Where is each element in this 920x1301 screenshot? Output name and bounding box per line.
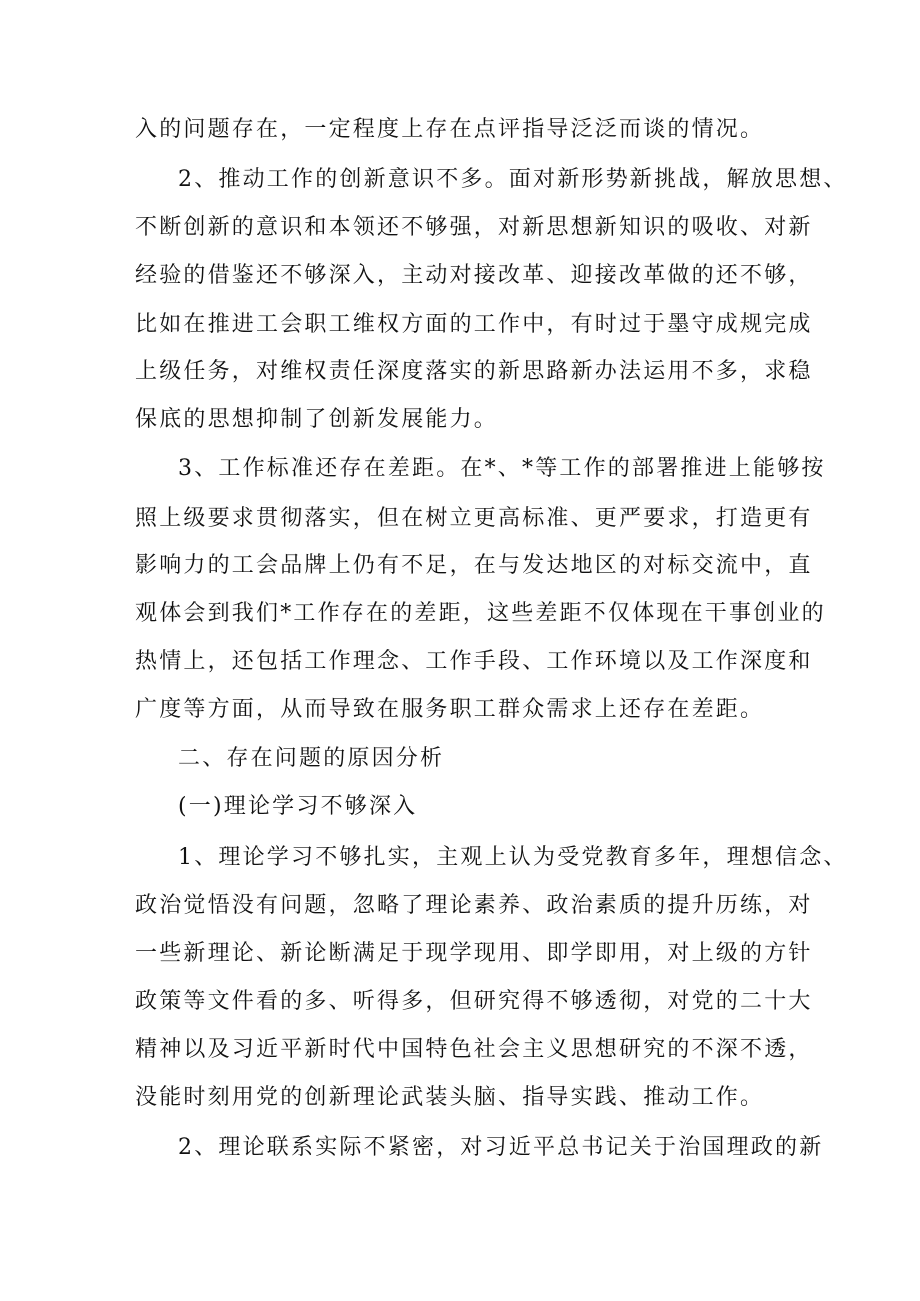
text-line: 政策等文件看的多、听得多，但研究得不够透彻，对党的二十大 xyxy=(135,989,813,1014)
text-line: 广度等方面，从而导致在服务职工群众需求上还存在差距。 xyxy=(135,697,765,722)
text-line: 没能时刻用党的创新理论武装头脑、指导实践、推动工作。 xyxy=(135,1085,765,1110)
text-line: 一些新理论、新论断满足于现学现用、即学即用，对上级的方针 xyxy=(135,941,813,966)
text-line: 入的问题存在，一定程度上存在点评指导泛泛而谈的情况。 xyxy=(135,117,765,142)
text-line: 不断创新的意识和本领还不够强，对新思想新知识的吸收、对新 xyxy=(135,215,813,240)
text-line: 照上级要求贯彻落实，但在树立更高标准、更严要求，打造更有 xyxy=(135,506,813,531)
text-line: 2、推动工作的创新意识不多。面对新形势新挑战，解放思想、 xyxy=(178,167,848,192)
section-heading: 二、存在问题的原因分析 xyxy=(178,746,445,771)
text-line: 2、理论联系实际不紧密，对习近平总书记关于治国理政的新 xyxy=(178,1135,824,1160)
text-line: 热情上，还包括工作理念、工作手段、工作环境以及工作深度和 xyxy=(135,649,813,674)
text-line: 保底的思想抑制了创新发展能力。 xyxy=(135,407,499,432)
text-line: 比如在推进工会职工维权方面的工作中，有时过于墨守成规完成 xyxy=(135,312,813,337)
text-line: 政治觉悟没有问题，忽略了理论素养、政治素质的提升历练，对 xyxy=(135,893,813,918)
text-line: 影响力的工会品牌上仍有不足，在与发达地区的对标交流中，直 xyxy=(135,553,813,578)
text-line: 精神以及习近平新时代中国特色社会主义思想研究的不深不透， xyxy=(135,1037,813,1062)
text-line: 观体会到我们*工作存在的差距，这些差距不仅体现在干事创业的 xyxy=(135,601,826,626)
text-line: 上级任务，对维权责任深度落实的新思路新办法运用不多，求稳 xyxy=(135,359,813,384)
text-line: 3、工作标准还存在差距。在*、*等工作的部署推进上能够按 xyxy=(178,456,826,481)
text-line: 1、理论学习不够扎实，主观上认为受党教育多年，理想信念、 xyxy=(178,845,848,870)
subsection-heading: (一)理论学习不够深入 xyxy=(178,794,418,819)
text-line: 经验的借鉴还不够深入，主动对接改革、迎接改革做的还不够， xyxy=(135,263,813,288)
